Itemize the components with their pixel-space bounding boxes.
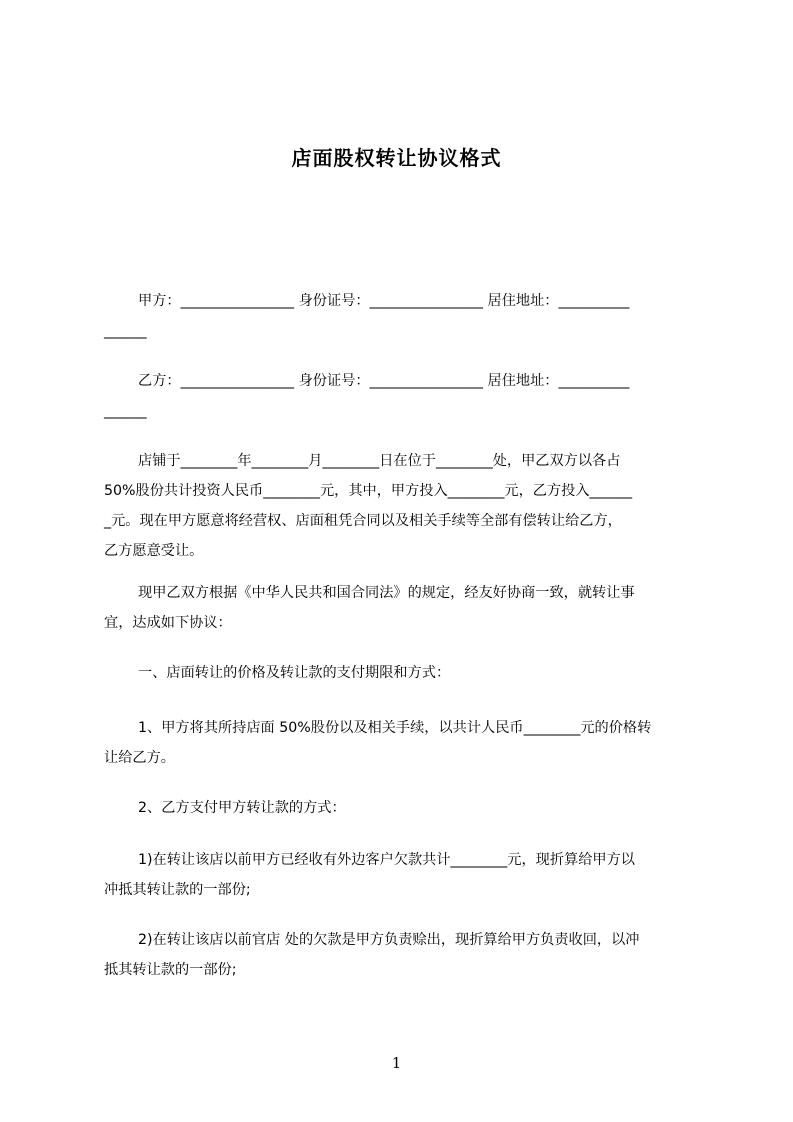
- party-a-line-1: 甲方：________________ 身份证号：________________ 居住地址：__________: [138, 293, 630, 309]
- clause-1-line-1: 1、甲方将其所持店面 50%股份以及相关手续，以共计人民币________元的价格转: [138, 720, 652, 736]
- party-b-line-1: 乙方：________________ 身份证号：________________ 居住地址：__________: [138, 373, 630, 389]
- clause-2-2-line-1: 2)在转让该店以前官店 处的欠款是甲方负责赊出，现折算给甲方负责收回，以冲: [138, 932, 640, 948]
- clause-2-2-paragraph: [104, 925, 704, 985]
- clause-2-heading: 2、乙方支付甲方转让款的方式：: [138, 800, 346, 816]
- section-one-heading-block: [104, 658, 704, 688]
- party-b-line-2: ______: [104, 403, 147, 419]
- section-one-heading: 一、店面转让的价格及转让款的支付期限和方式：: [138, 665, 451, 681]
- page-number: 1: [391, 1054, 402, 1072]
- shop-paragraph: [104, 446, 704, 566]
- law-paragraph: [104, 578, 704, 638]
- party-b-paragraph: [104, 366, 704, 426]
- shop-paragraph-line-2: 50%股份共计投资人民币________元，其中，甲方投入________元，乙方投入______: [104, 483, 633, 499]
- shop-paragraph-line-1: 店铺于________年________月________日在位于________处，甲乙双方以各占: [138, 453, 621, 469]
- law-paragraph-line-1: 现甲乙双方根据《中华人民共和国合同法》的规定，经友好协商一致，就转让事: [138, 585, 635, 601]
- clause-2-1-paragraph: [104, 845, 704, 905]
- clause-2-1-line-2: 冲抵其转让款的一部份;: [104, 882, 251, 898]
- party-a-line-2: ______: [104, 323, 147, 339]
- shop-paragraph-line-3: _元。现在甲方愿意将经营权、店面租凭合同以及相关手续等全部有偿转让给乙方，: [104, 513, 622, 529]
- clause-2-heading-block: [104, 793, 704, 823]
- clause-1-paragraph: [104, 713, 704, 773]
- clause-2-1-line-1: 1)在转让该店以前甲方已经收有外边客户欠款共计________元，现折算给甲方以: [138, 852, 635, 868]
- document-title: 店面股权转让协议格式: [291, 146, 502, 170]
- law-paragraph-line-2: 宜，达成如下协议：: [104, 615, 232, 631]
- shop-paragraph-line-4: 乙方愿意受让。: [104, 543, 204, 559]
- party-a-paragraph: [104, 286, 704, 346]
- clause-2-2-line-2: 抵其转让款的一部份;: [104, 962, 237, 978]
- clause-1-line-2: 让给乙方。: [104, 750, 175, 766]
